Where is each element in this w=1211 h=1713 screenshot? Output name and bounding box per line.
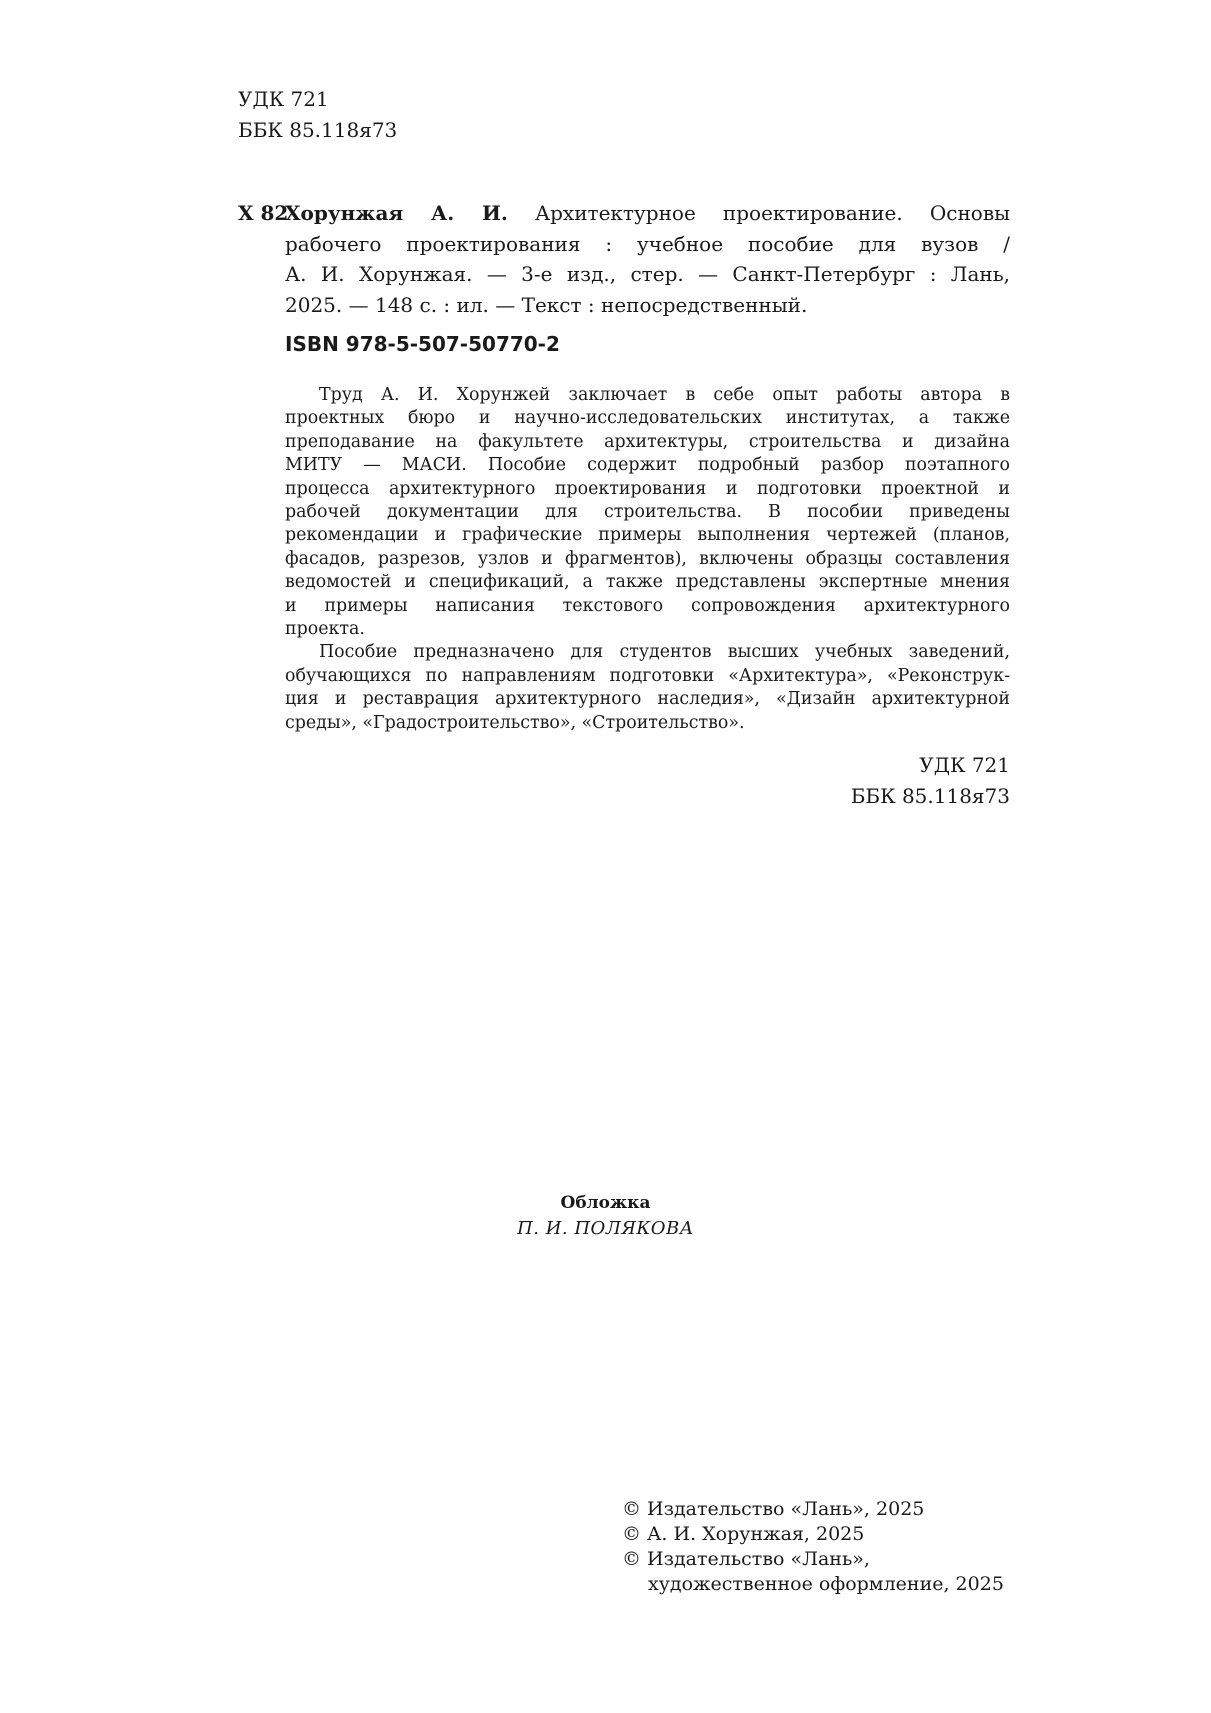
annotation-line: Труд А. И. Хорунжей заключает в себе опыт работы автора в [319,385,1010,405]
copyright-line: художественное оформление, 2025 [648,1573,1004,1595]
cover-designer: П. И. ПОЛЯКОВА [517,1218,694,1239]
annotation-line: рабочей документации для строительства. В пособии приведены [285,502,1010,523]
annotation [285,384,1010,735]
bbk-code-bottom: ББК 85.118я73 [850,784,1010,808]
copyright-line: © А. И. Хорунжая, 2025 [622,1523,865,1545]
record-line-1 [285,198,1010,229]
annotation-line: рекомендации и графические примеры выполнения чертежей (планов, [285,525,1010,546]
cover-credit [0,1190,1211,1242]
udk-code-bottom: УДК 721 [919,753,1010,777]
annotation-line: МИТУ — МАСИ. Пособие содержит подробный разбор поэтапного [285,455,1010,476]
author-mark: Х 82 [238,201,289,225]
copyright-line: © Издательство «Лань», [622,1548,870,1570]
annotation-line: ведомостей и спецификаций, а также представлены экспертные мнения [285,572,1010,593]
annotation-paragraph-2 [285,641,1010,735]
annotation-line: процесса архитектурного проектирования и подготовки проектной и [285,478,1010,499]
annotation-paragraph-1 [285,384,1010,641]
copyright-block [622,1497,1004,1597]
cover-label: Обложка [560,1193,651,1213]
annotation-line: проекта. [285,619,365,640]
record-line-2: рабочего проектирования : учебное пособие для вузов / [285,231,1010,256]
classification-bottom [851,750,1010,812]
annotation-line: обучающихся по направлениям подготовки «Архитектура», «Реконструк- [285,665,1010,686]
record-line-4: 2025. — 148 с. : ил. — Текст : непосредственный. [285,292,808,317]
annotation-line: фасадов, разрезов, узлов и фрагментов), включены образцы составления [285,548,1010,569]
udk-code-top: УДК 721 [238,87,329,111]
isbn: ISBN 978-5-507-50770-2 [285,332,560,356]
annotation-line: проектных бюро и научно-исследовательских институтах, а также [285,408,1010,429]
bibliographic-record [285,198,1010,320]
bbk-code-top: ББК 85.118я73 [238,118,398,142]
author-name: Хорунжая А. И. [285,201,508,225]
classification-top [238,84,397,146]
annotation-line: Пособие предназначено для студентов высших учебных заведений, [319,642,1010,663]
annotation-line: среды», «Градостроительство», «Строительство». [285,712,745,733]
annotation-line: преподавание на факультете архитектуры, строительства и дизайна [285,431,1010,452]
copyright-line: © Издательство «Лань», 2025 [622,1498,925,1520]
record-line-3: А. И. Хорунжая. — 3-е изд., стер. — Санкт-Петербург : Лань, [285,262,1010,286]
book-title: Архитектурное проектирование. Основы [507,201,1010,225]
annotation-line: ция и реставрация архитектурного наследия», «Дизайн архитектурной [285,689,1010,710]
annotation-line: и примеры написания текстового сопровождения архитектурного [285,595,1010,616]
